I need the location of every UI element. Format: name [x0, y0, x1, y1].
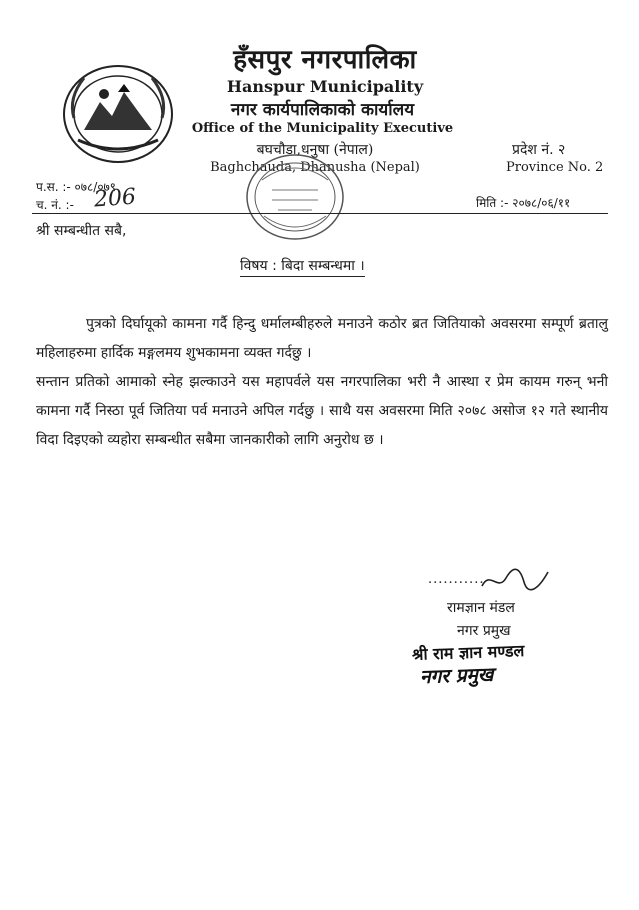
reference-ps: प.स. :- ०७८/०७९ — [36, 180, 117, 194]
office-name-english: Office of the Municipality Executive — [191, 121, 454, 136]
office-seal-stamp — [242, 150, 348, 244]
province-nepali: प्रदेश नं. २ — [512, 142, 566, 158]
municipality-name-nepali: हँसपुर नगरपालिका — [233, 45, 417, 75]
address-nepali: बघचौडा,धनुषा (नेपाल) — [256, 142, 374, 158]
municipality-emblem-logo — [60, 58, 176, 166]
reference-cn-handwritten: 206 — [93, 184, 137, 213]
signature-stamp-title: नगर प्रमुख — [419, 663, 494, 689]
province-english: Province No. 2 — [506, 160, 604, 175]
handwritten-signature — [480, 566, 550, 594]
signatory-title: नगर प्रमुख — [457, 623, 511, 639]
header-divider — [32, 213, 608, 214]
letter-date: मिति :- २०७८/०६/११ — [476, 196, 571, 210]
subject-line: विषय : बिदा सम्बन्धमा । — [240, 256, 365, 277]
reference-cn-label: च. नं. :- — [36, 198, 74, 212]
recipient-line: श्री सम्बन्धीत सबै, — [36, 223, 127, 239]
body-paragraph-1: पुत्रको दिर्घायूको कामना गर्दै हिन्दु धर्मालम्बीहरुले मनाउने कठोर ब्रत जितियाको अवसरमा सम्पूर्ण ब्रतालु महिलाहरुमा हार्दिक मङ्गलमय शुभकामना व्यक्त गर्दछु । — [36, 316, 608, 361]
address-english: Baghchauda, Dhanusha (Nepal) — [210, 160, 420, 175]
signature-dotted-line: ........... — [428, 572, 485, 587]
signature-stamp-name: श्री राम ज्ञान मण्डल — [411, 641, 525, 664]
letter-body — [36, 310, 608, 455]
municipality-name-english: Hanspur Municipality — [226, 77, 424, 96]
body-paragraph-2: सन्तान प्रतिको आमाको स्नेह झल्काउने यस महापर्वले यस नगरपालिका भरी नै आस्था र प्रेम कायम गरुन् भनी कामना गर्दै निस्ठा पूर्व जितिया पर्व मनाउने अपिल गर्दछु । साथै यस अवसरमा मिति २०७८ असोज १२ गते स्थानीय विदा दिइएको व्यहोरा सम्बन्धीत सबैमा जानकारीको लागि अनुरोध छ । — [36, 374, 608, 448]
signatory-name: रामज्ञान मंडल — [447, 600, 515, 616]
office-name-nepali: नगर कार्यपालिकाको कार्यालय — [230, 100, 415, 120]
